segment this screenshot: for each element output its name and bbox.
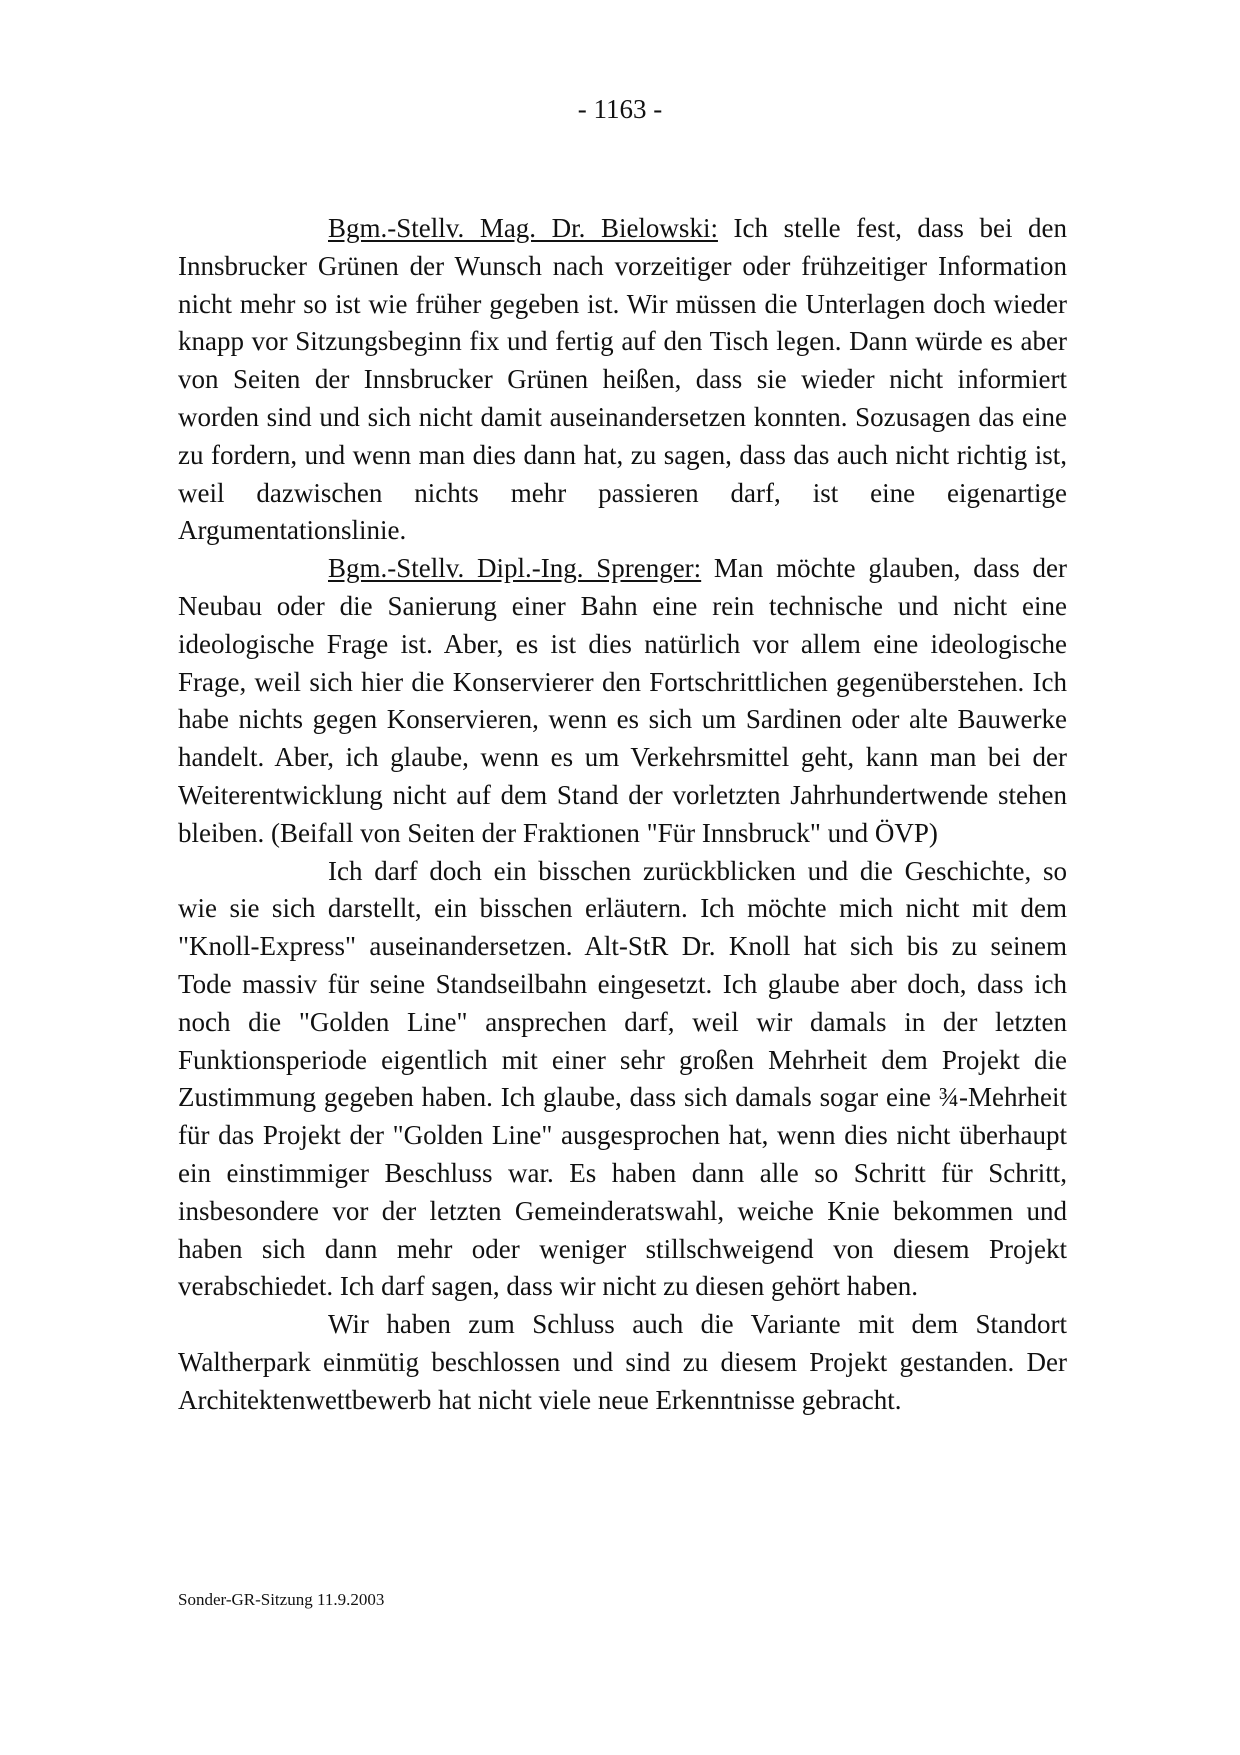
paragraph-text: Man möchte glauben, dass der Neubau oder die Sanierung einer Bahn eine rein technische und nicht eine ideologische Frage ist. Aber, es ist dies natürlich vor allem eine ideologische Frage, weil sich hier die Konservierer den Fortschrittlichen gegenüberstehen. Ich habe nichts gegen Konservieren, wenn es sich um Sardinen oder alte Bauwerke handelt. Aber, ich glaube, wenn es um Verkehrsmittel geht, kann man bei der Weiterentwicklung nicht auf dem Stand der vorletzten Jahrhundertwende stehen bleiben. (Beifall von Seiten der Fraktionen "Für Innsbruck" und ÖVP)	[178, 553, 1067, 848]
paragraph-golden-line	[178, 853, 1067, 1307]
page-footer: Sonder-GR-Sitzung 11.9.2003	[178, 1590, 385, 1609]
paragraph-bielowski	[178, 210, 1067, 550]
paragraph-sprenger	[178, 550, 1067, 852]
page-number: - 1163 -	[577, 94, 663, 124]
paragraph-waltherpark	[178, 1306, 1067, 1419]
paragraph-text: Wir haben zum Schluss auch die Variante mit dem Standort Waltherpark einmütig beschlossen und sind zu diesem Projekt gestanden. Der Architektenwettbewerb hat nicht viele neue Erkenntnisse gebracht.	[178, 1309, 1067, 1415]
paragraph-text: Ich stelle fest, dass bei den Innsbrucker Grünen der Wunsch nach vorzeitiger oder frühzeitiger Information nicht mehr so ist wie früher gegeben ist. Wir müssen die Unterlagen doch wieder knapp vor Sitzungsbeginn fix und fertig auf den Tisch legen. Dann würde es aber von Seiten der Innsbrucker Grünen heißen, dass sie wieder nicht informiert worden sind und sich nicht damit auseinandersetzen konnten. Sozusagen das eine zu fordern, und wenn man dies dann hat, zu sagen, dass das auch nicht richtig ist, weil dazwischen nichts mehr passieren darf, ist eine eigenartige Argumentationslinie.	[178, 213, 1068, 546]
speaker-name: Bgm.-Stellv. Mag. Dr. Bielowski:	[328, 213, 718, 243]
paragraph-text: Ich darf doch ein bisschen zurückblicken und die Geschichte, so wie sie sich darstellt, ein bisschen erläutern. Ich möchte mich nicht mit dem "Knoll-Express" auseinandersetzen. Alt-StR Dr. Knoll hat sich bis zu seinem Tode massiv für seine Standseilbahn eingesetzt. Ich glaube aber doch, dass ich noch die "Golden Line" ansprechen darf, weil wir damals in der letzten Funktionsperiode eigentlich mit einer sehr großen Mehrheit dem Projekt die Zustimmung gegeben haben. Ich glaube, dass sich damals sogar eine ¾-Mehrheit für das Projekt der "Golden Line" ausgesprochen hat, wenn dies nicht überhaupt ein einstimmiger Beschluss war. Es haben dann alle so Schritt für Schritt, insbesondere vor der letzten Gemeinderatswahl, weiche Knie bekommen und haben sich dann mehr oder weniger stillschweigend von diesem Projekt verabschiedet. Ich darf sagen, dass wir nicht zu diesen gehört haben.	[178, 855, 1067, 1302]
speaker-name: Bgm.-Stellv. Dipl.-Ing. Sprenger:	[328, 553, 702, 584]
protocol-body	[178, 210, 1067, 1420]
